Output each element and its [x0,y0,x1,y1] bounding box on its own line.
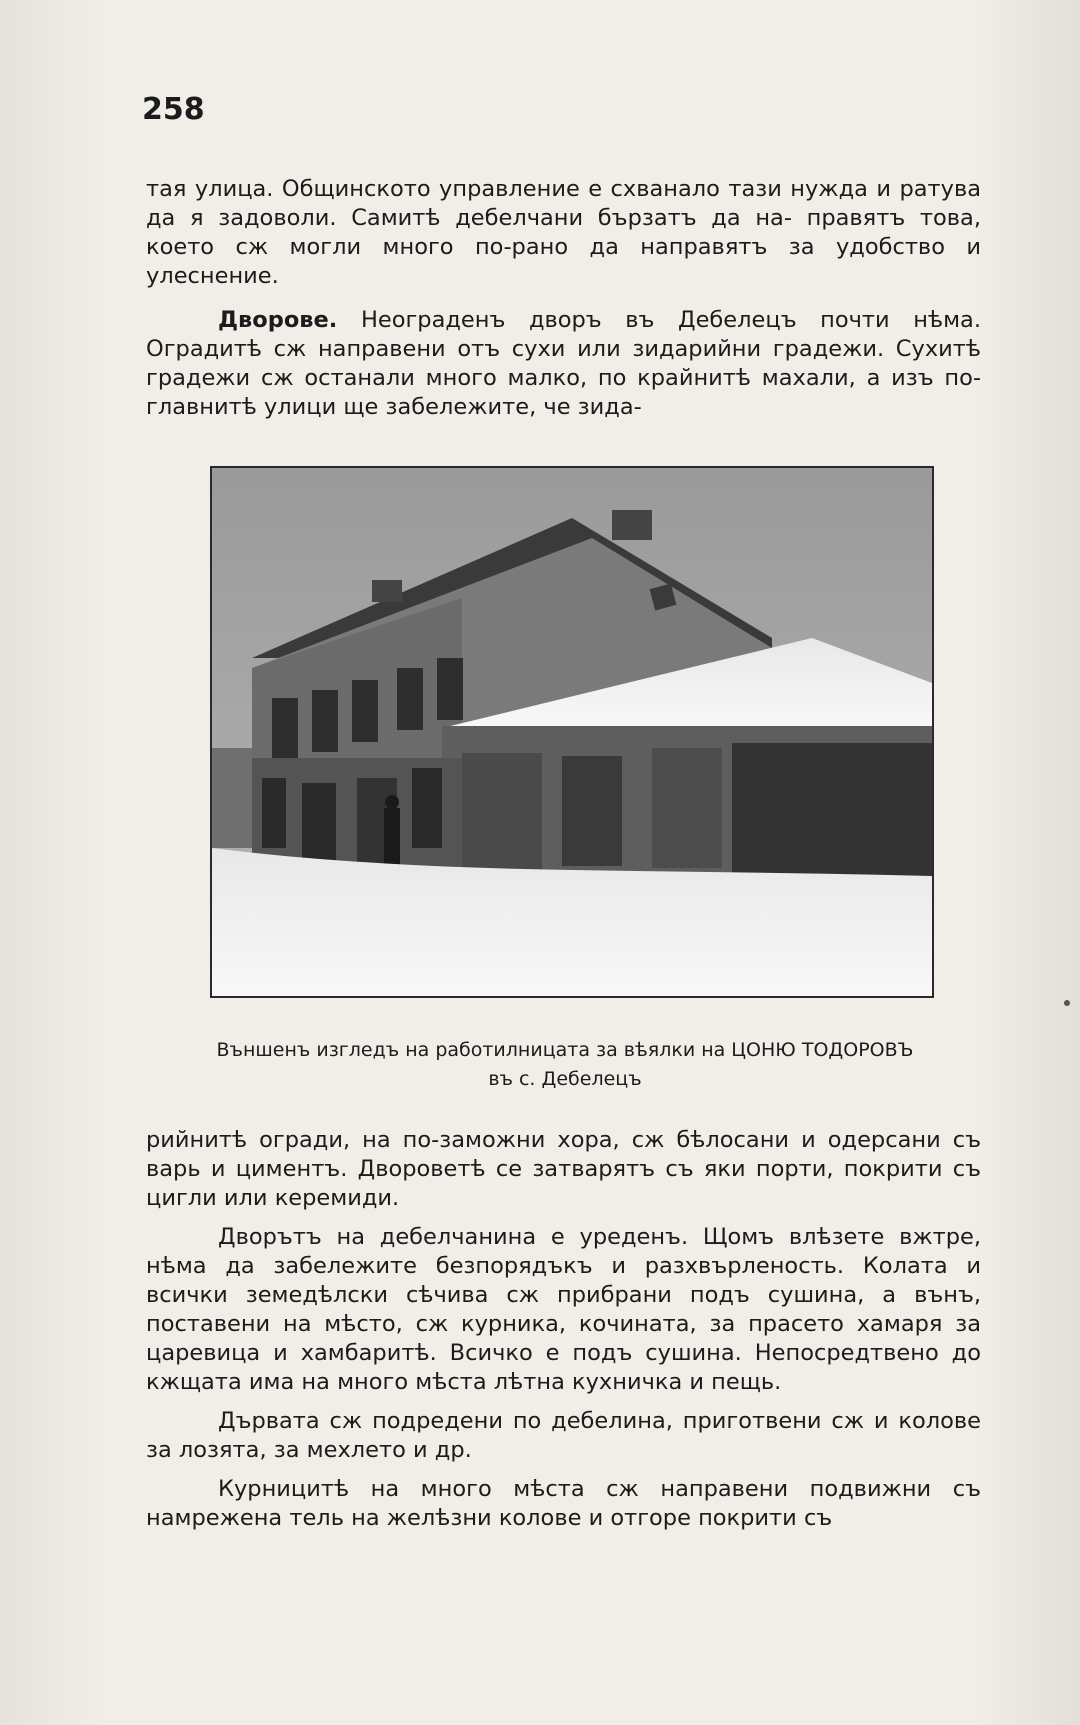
paragraph-top-line: тая улица. Общинското управление е схванало тази нужда [146,176,868,202]
paragraph-yards [146,306,981,422]
paragraph-top-line: и ратува да я задоволи. Самитѣ дебелчани бързатъ да на- [146,176,981,231]
page-number: 258 [142,92,205,127]
paragraph-continued [146,1126,981,1543]
caption-line: Външенъ изгледъ на работилницата за вѣялки на ЦОНЮ ТОДОРОВЪ [216,1039,914,1061]
photo-caption [140,1036,990,1094]
paragraph-order: Дворътъ на дебелчанина е уреденъ. Щомъ влѣзете вжтре, нѣма да забележите безпорядъкъ и разхвърленость. Колата и всички земедѣлски сѣчива сж прибрани подъ сушина, а вънъ, поставени на мѣсто, сж курника, кочината, за прасето хамаря за царевица и хамбаритѣ. Всичко е подъ сушина. Непосредтвено до кжщата има на много мѣста лѣтна кухничка и пещь. [146,1224,981,1395]
paragraph-coops: Курницитѣ на много мѣста сж направени подвижни съ намрежена тель на желѣзни колове и отгоре покрити съ [146,1476,981,1531]
paragraph-continued-text: рийнитѣ огради, на по-заможни хора, сж бѣлосани и одерсани съ варь и циментъ. Дворовeтѣ се затварятъ съ яки порти, покрити съ цигли или керемиди. [146,1127,981,1211]
caption-line: въ с. Дебелецъ [488,1068,642,1090]
paragraph-top-line: за удобство и улеснение. [146,234,981,289]
paragraph-top-line: правятъ това, което сж могли много по-рано да направятъ [146,205,981,260]
workshop-photo [210,466,934,998]
section-heading: Дворове. [218,307,338,333]
margin-dot [1064,1000,1070,1006]
paragraph-top [146,175,981,291]
paragraph-wood: Дървата сж подредени по дебелина, приготвени сж и колове за лозята, за мехлето и др. [146,1408,981,1463]
paragraph-yards-text: Неограденъ дворъ въ Дебелецъ почти нѣма. Оградитѣ сж направени отъ сухи или зидарийни градежи. Сухитѣ градежи сж останали много малко, по крайнитѣ махали, а изъ по-главнитѣ улици ще забележите, че зида- [146,307,981,420]
